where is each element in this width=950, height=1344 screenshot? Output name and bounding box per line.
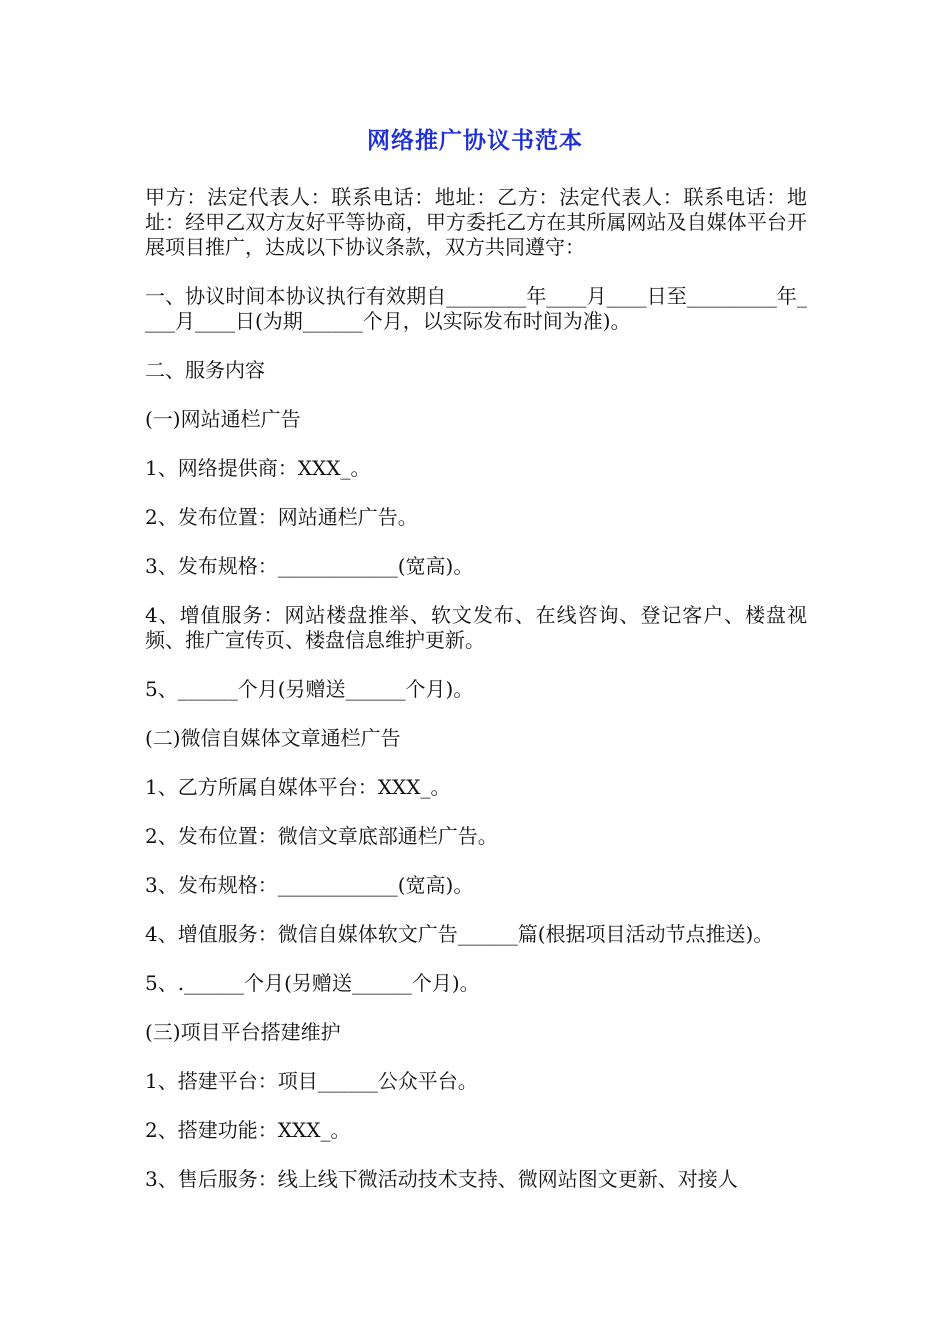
paragraph-item: 3、发布规格：____________(宽高)。 xyxy=(145,554,474,578)
paragraph-item: 4、增值服务：微信自媒体软文广告______篇(根据项目活动节点推送)。 xyxy=(145,922,774,946)
heading-website-banner: (一)网站通栏广告 xyxy=(145,407,301,431)
heading-platform-build: (三)项目平台搭建维护 xyxy=(145,1020,341,1044)
paragraph-item: 1、网络提供商：XXX_。 xyxy=(145,456,371,480)
paragraph-term: 一、协议时间本协议执行有效期自________年____月____日至_________年____月____日(为期______个月，以实际发布时间为准)。 xyxy=(145,284,807,333)
paragraph-item: 1、搭建平台：项目______公众平台。 xyxy=(145,1069,478,1093)
paragraph-item: 2、发布位置：微信文章底部通栏广告。 xyxy=(145,824,498,848)
paragraph-item: 2、发布位置：网站通栏广告。 xyxy=(145,505,418,529)
heading-wechat-banner: (二)微信自媒体文章通栏广告 xyxy=(145,726,401,750)
paragraph-item: 3、发布规格：____________(宽高)。 xyxy=(145,873,474,897)
paragraph-item: 2、搭建功能：XXX_。 xyxy=(145,1118,351,1142)
paragraph-item: 4、增值服务：网站楼盘推举、软文发布、在线咨询、登记客户、楼盘视频、推广宣传页、楼盘信息维护更新。 xyxy=(145,603,807,652)
paragraph-item: 5、.______个月(另赠送______个月)。 xyxy=(145,971,480,995)
document-title: 网络推广协议书范本 xyxy=(367,128,583,154)
paragraph-item: 1、乙方所属自媒体平台：XXX_。 xyxy=(145,775,451,799)
document-body xyxy=(145,185,807,1216)
paragraph-item: 3、售后服务：线上线下微活动技术支持、微网站图文更新、对接人 xyxy=(145,1167,738,1191)
paragraph-item: 5、______个月(另赠送______个月)。 xyxy=(145,677,474,701)
heading-service-content: 二、服务内容 xyxy=(145,358,265,382)
paragraph-parties: 甲方：法定代表人：联系电话：地址：乙方：法定代表人：联系电话：地址：经甲乙双方友好平等协商，甲方委托乙方在其所属网站及自媒体平台开展项目推广，达成以下协议条款，双方共同遵守： xyxy=(145,185,807,259)
